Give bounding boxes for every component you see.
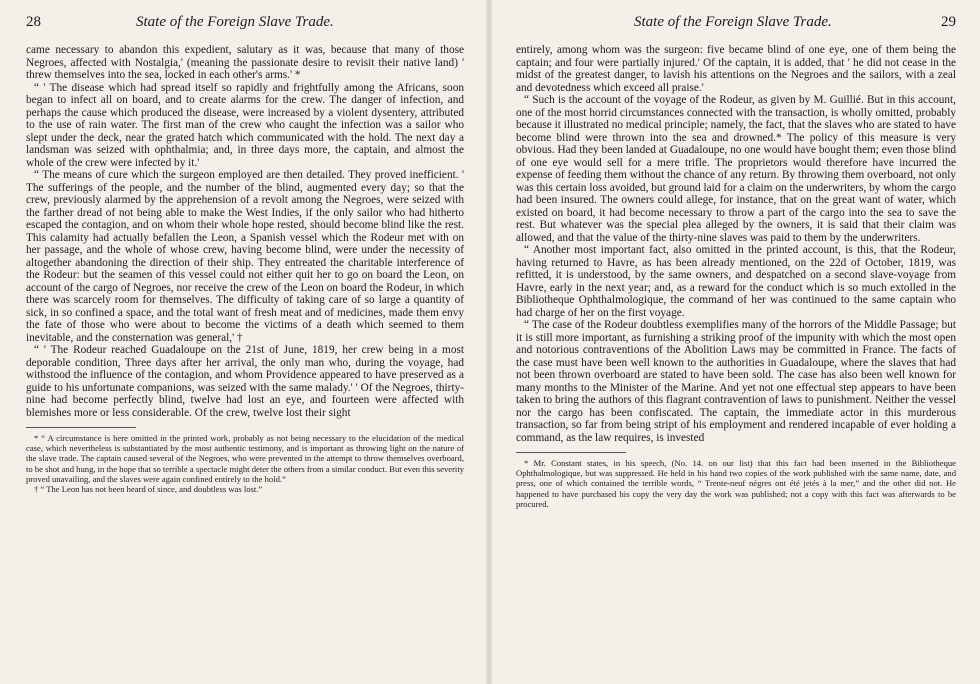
right-page-body bbox=[516, 44, 956, 444]
page-number: 29 bbox=[941, 14, 956, 30]
paragraph: “ Another most important fact, also omitted in the printed account, is this, that the Rodeur, having returned to Havre, as has been already mentioned, on the 22d of October, 1819, was refitted, it is understood, by the same owners, and despatched on a second slave-voyage from Havre, early in the next year; and, as a reward for the conduct which is so much extolled in the Bibliotheque Ophthalmologique, the command of her was continued to the same captain who had charge of her on the first voyage. bbox=[516, 244, 956, 319]
paragraph: “ Such is the account of the voyage of the Rodeur, as given by M. Guillié. But in this account, one of the most horrid circumstances connected with the transaction, is wholly omitted, probably because it illustrated no medical principle; namely, the fact, that the slaves who are stated to have become blind were thrown into the sea and drowned.* The policy of this measure is very obvious. Had they been landed at Guadaloupe, no one would have bought them; even those blind of one eye would sell for a mere trifle. The proprietors would therefore have incurred the expense of feeding them without the chance of any return. By throwing them overboard, not only was this certain loss avoided, but ground laid for a claim on the underwriters, by whom the cargo had been insured. The owners could allege, for instance, that on the great want of water, which existed on board, it had become necessary to throw a part of the cargo into the sea to save the rest. But whatever was the special plea alleged by the owners, it is said that their claim was allowed, and that the value of the thirty-nine slaves was paid to them by the underwriters. bbox=[516, 94, 956, 244]
left-page-body bbox=[26, 44, 464, 419]
paragraph: came necessary to abandon this expedient, salutary as it was, because that many of those Negroes, affected with Nostalgia,' (meaning the passionate desire to revisit their native land) ' threw themselves into the sea, locked in each other's arms.' * bbox=[26, 44, 464, 81]
paragraph: “ ' The disease which had spread itself so rapidly and frightfully among the Africans, soon began to infect all on board, and to create alarms for the crew. The danger of infection, and perhaps the cause which produced the disease, were increased by a violent dysentery, attributed to the use of rain water. The first man of the crew who caught the infection was a sailor who slept under the deck, near the grated hatch which communicated with the hold. The next day a landsman was seized with ophthalmia; and, in three days more, the captain, and almost the whole of the crew were infected by it.' bbox=[26, 81, 464, 169]
page-number: 28 bbox=[26, 14, 41, 30]
left-page bbox=[0, 0, 488, 684]
footnote: * Mr. Constant states, in his speech, (No. 14. on our list) that this fact had been inserted in the Bibliotheque Ophthalmologique, but was suppressed. He held in his hand two copies of the work published with the same name, date, and press, one of which contained the terrible words, “ Trente-neuf négres ont été jetés à la mer,” and the other did not. He happened to have purchased his copy the very day the work was published; not a copy with this fact was afterwards to be procured. bbox=[516, 458, 956, 509]
footnote: † “ The Leon has not been heard of since, and doubtless was lost.” bbox=[34, 484, 263, 495]
right-page-header bbox=[516, 14, 956, 36]
right-page bbox=[490, 0, 980, 684]
footnote: * “ A circumstance is here omitted in the printed work, probably as not being necessary to the elucidation of the medical case, which nevertheless is substantiated by the most authentic testimony, and is important as throwing light on the nature of the slave trade. The captain caused several of the Negroes, who were prevented in the attempt to throw themselves overboard, to be shot and hung, in the hope that so terrible a spectacle might deter the others from a similar conduct. But even this severity proved unavailing, and the slaves were again confined entirely to the hold.” bbox=[26, 433, 464, 484]
footnote-rule bbox=[516, 452, 626, 453]
paragraph: “ The means of cure which the surgeon employed are then detailed. They proved inefficient. ' The sufferings of the people, and the number of the blind, augmented every day; so that the crew, previously alarmed by the apprehension of a revolt among the Negroes, were seized with the farther dread of not being able to make the West Indies, if the only sailor who had hitherto escaped the contagion, and on whom their whole hope rested, should become blind like the rest. This calamity had actually befallen the Leon, a Spanish vessel which the Rodeur met with on her passage, and the whole of whose crew, having become blind, were under the necessity of altogether abandoning the direction of their ship. They entreated the charitable interference of the Rodeur: but the seamen of this vessel could not either quit her to go on board the Leon, on account of the cargo of Negroes, nor receive the crew of the Leon on board the Rodeur, in which there was scarcely room for themselves. The difficulty of taking care of so large a quantity of sick, in so confined a space, and the total want of fresh meat and of medicines, made them envy the fate of those who were about to become the victims of a death which seemed to them inevitable, and the consternation was general,' † bbox=[26, 169, 464, 344]
running-head: State of the Foreign Slave Trade. bbox=[136, 14, 334, 30]
paragraph: “ The case of the Rodeur doubtless exemplifies many of the horrors of the Middle Passage; but it is still more important, as furnishing a striking proof of the impunity with which the most open and notorious contraventions of the Abolition Laws may be committed in France. The facts of the case must have been well known to the authorities in Guadaloupe, where the slaves that had not been thrown overboard are stated to have been sold. The case has also been well known for many months to the Minister of the Marine. And yet not one effectual step appears to have been taken to bring the authors of this flagrant contravention of laws to punishment. Neither the vessel nor the cargo has been confiscated. The captain, the immediate actor in this murderous transaction, so far from being stript of his employment and rendered incapable of ever holding a command, as the law requires, is invested bbox=[516, 319, 956, 444]
paragraph: “ ' The Rodeur reached Guadaloupe on the 21st of June, 1819, her crew being in a most deporable condition, Three days after her arrival, the only man who, during the voyage, had withstood the influence of the contagion, and whom Providence appeared to have preserved as a guide to his unfortunate companions, was seized with the same malady.' ' Of the Negroes, thirty-nine had become perfectly blind, twelve had lost an eye, and fourteen were affected with blemishes more or less considerable. Of the crew, twelve lost their sight bbox=[26, 344, 464, 419]
right-page-footnotes bbox=[516, 458, 956, 509]
left-page-header bbox=[26, 14, 464, 36]
left-page-footnotes bbox=[26, 433, 464, 494]
footnote-rule bbox=[26, 427, 136, 428]
paragraph: entirely, among whom was the surgeon: five became blind of one eye, one of them being the captain; and four were partially injured.' Of the captain, it is added, that ' he did not cease in the midst of the greatest danger, to lavish his attentions on the Negroes and the sailors, with a zeal and devotedness which exceed all praise.' bbox=[516, 44, 956, 94]
running-head: State of the Foreign Slave Trade. bbox=[634, 14, 832, 30]
